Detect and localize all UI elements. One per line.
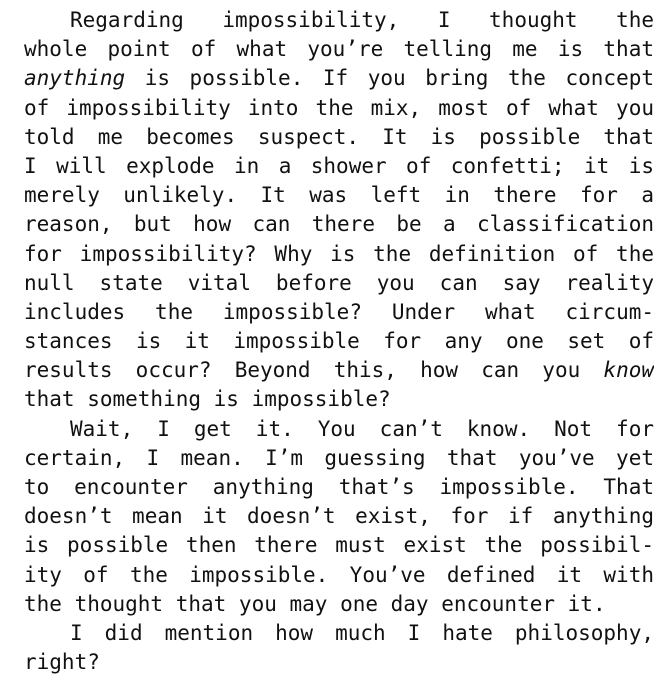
text-line: [24, 35, 654, 64]
text-line: [24, 473, 654, 502]
text-line: [24, 590, 654, 619]
text-line: [24, 269, 654, 298]
document-page: [24, 6, 654, 677]
text-line: [24, 123, 654, 152]
text-segment: merely unlikely. It was left in there for a: [24, 183, 654, 208]
text-segment: certain, I mean. I’m guessing that you’ve yet: [24, 445, 654, 470]
text-segment: reason, but how can there be a classification: [24, 212, 654, 237]
text-segment: results occur? Beyond this, how can you: [24, 358, 604, 383]
text-segment: of impossibility into the mix, most of what you: [24, 95, 654, 120]
text-segment: is possible then there must exist the possibil-: [24, 533, 654, 558]
text-line: [24, 502, 654, 531]
text-segment: right?: [24, 650, 100, 675]
text-segment: Regarding impossibility, I thought the: [70, 8, 654, 32]
text-line: [24, 240, 654, 269]
text-segment: doesn’t mean it doesn’t exist, for if anything: [24, 504, 654, 529]
text-line: [24, 327, 654, 356]
paragraph: [24, 6, 654, 415]
text-line: [24, 531, 654, 560]
text-line: [24, 64, 654, 93]
text-segment: includes the impossible? Under what circum-: [24, 299, 654, 324]
text-segment: to encounter anything that’s impossible. That: [24, 475, 654, 499]
text-segment: Wait, I get it. You can’t know. Not for: [70, 416, 654, 441]
text-line: [24, 619, 654, 648]
text-line: [24, 444, 654, 473]
text-line: [24, 356, 654, 385]
text-line: [24, 648, 654, 677]
text-line: [24, 385, 654, 414]
text-line: [24, 415, 654, 444]
paragraph: [24, 619, 654, 677]
text-line: [24, 210, 654, 239]
text-segment: I did mention how much I hate philosophy,: [70, 620, 654, 645]
text-segment: whole point of what you’re telling me is that: [24, 37, 654, 62]
emphasis-text: know: [603, 358, 654, 383]
text-segment: that something is impossible?: [24, 387, 391, 412]
text-segment: for impossibility? Why is the definition of the: [24, 241, 654, 266]
text-segment: ity of the impossible. You’ve defined it with: [24, 562, 654, 587]
text-line: [24, 94, 654, 123]
text-segment: is possible. If you bring the concept: [125, 66, 654, 91]
text-segment: I will explode in a shower of confetti; it is: [24, 153, 654, 178]
emphasis-text: anything: [24, 66, 126, 91]
text-line: [24, 152, 654, 181]
text-line: [24, 298, 654, 327]
text-line: [24, 6, 654, 35]
text-line: [24, 181, 654, 210]
text-segment: the thought that you may one day encounter it.: [24, 591, 606, 616]
paragraph: [24, 415, 654, 619]
text-segment: null state vital before you can say reality: [24, 270, 654, 295]
text-line: [24, 561, 654, 590]
text-segment: told me becomes suspect. It is possible that: [24, 124, 654, 149]
text-segment: stances is it impossible for any one set of: [24, 329, 654, 354]
